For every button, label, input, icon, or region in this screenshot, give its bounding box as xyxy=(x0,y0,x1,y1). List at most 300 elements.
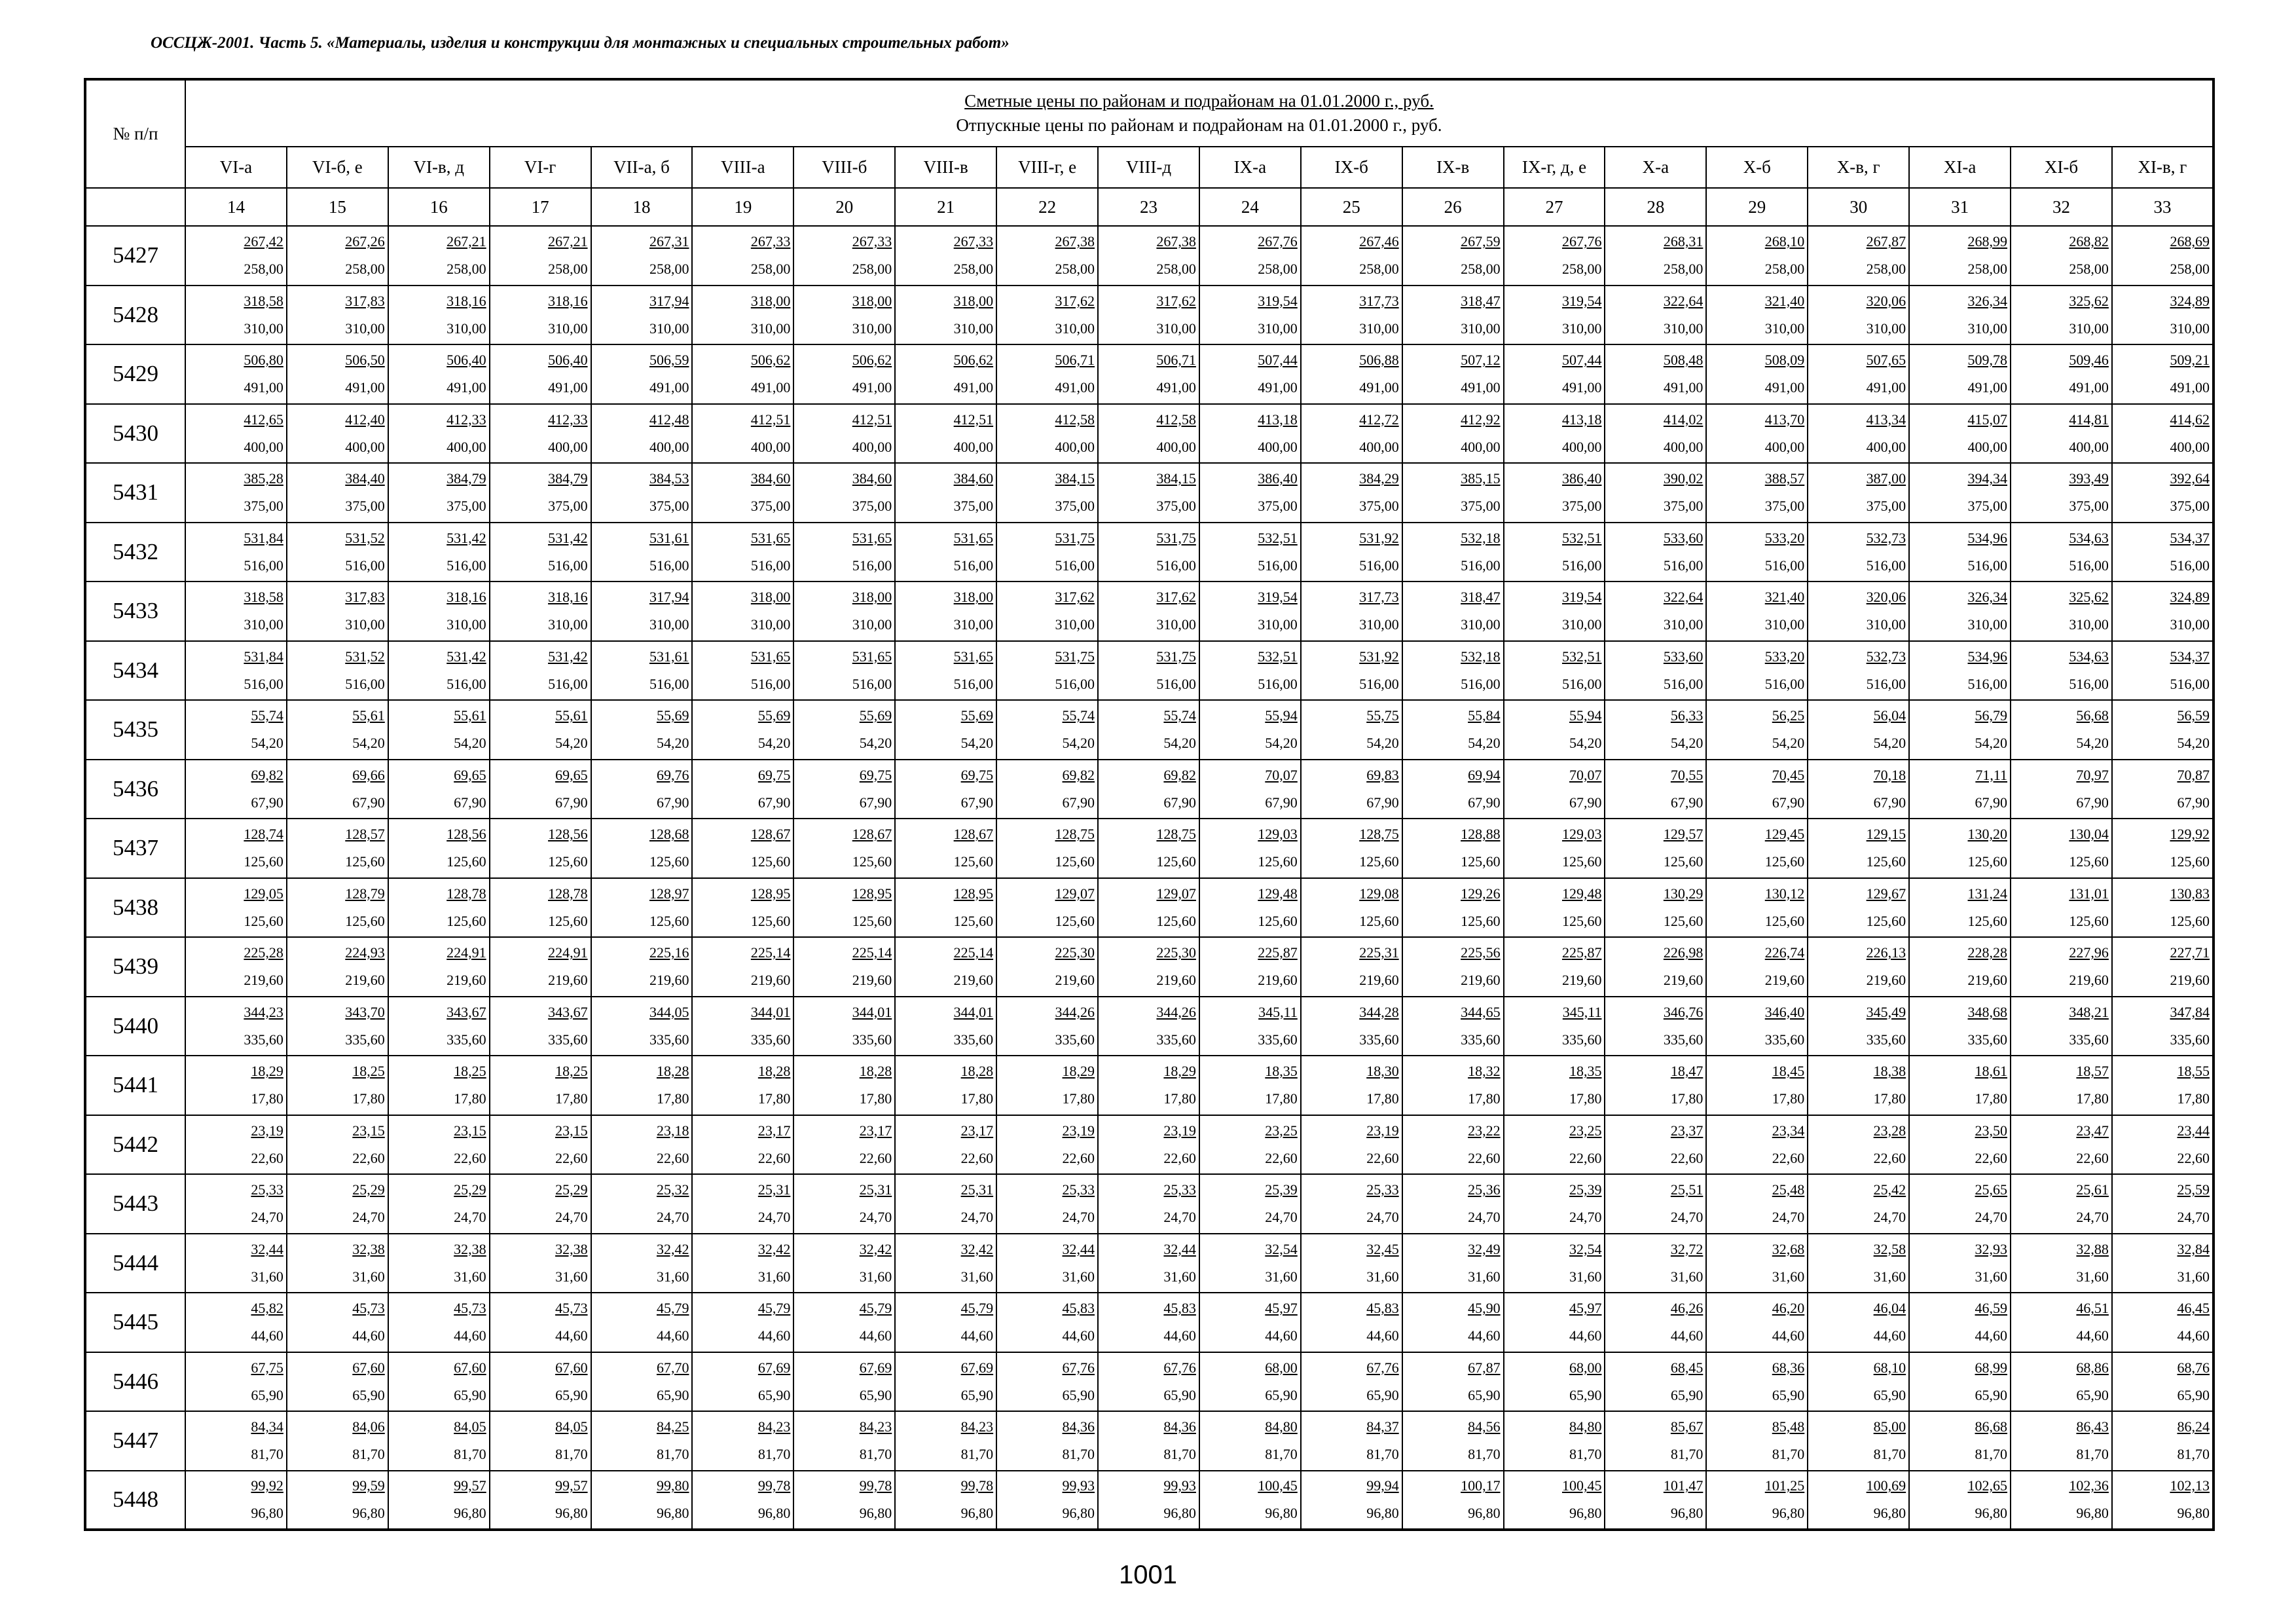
release-price: 310,00 xyxy=(1461,616,1501,633)
estimate-price-wrap xyxy=(1099,1413,1199,1441)
estimate-price: 102,13 xyxy=(2170,1477,2210,1494)
price-cell xyxy=(996,700,1098,760)
estimate-price: 18,35 xyxy=(1265,1063,1298,1080)
release-price: 400,00 xyxy=(2170,438,2210,455)
price-cell xyxy=(895,700,996,760)
release-price: 22,60 xyxy=(251,1149,283,1166)
release-price: 96,80 xyxy=(1772,1505,1805,1522)
estimate-price-wrap xyxy=(1403,287,1503,315)
release-price: 125,60 xyxy=(1663,853,1704,870)
estimate-price: 85,48 xyxy=(1772,1418,1805,1435)
price-cell xyxy=(895,1056,996,1115)
release-price: 219,60 xyxy=(548,972,588,989)
estimate-price: 267,21 xyxy=(548,233,588,250)
release-price: 310,00 xyxy=(1967,320,2008,337)
release-price: 310,00 xyxy=(1663,320,1704,337)
district-header: X-в, г xyxy=(1808,147,1909,188)
price-cell xyxy=(1605,404,1706,464)
release-price: 125,60 xyxy=(1663,912,1704,929)
release-price: 22,60 xyxy=(1772,1149,1805,1166)
estimate-price: 413,34 xyxy=(1866,411,1906,428)
estimate-price: 25,39 xyxy=(1265,1181,1298,1198)
release-price: 516,00 xyxy=(345,557,385,574)
price-cell xyxy=(692,700,793,760)
release-price: 96,80 xyxy=(1062,1505,1095,1522)
release-price: 125,60 xyxy=(244,912,283,929)
estimate-price-wrap xyxy=(1808,1295,1908,1322)
column-number: 16 xyxy=(388,188,490,226)
release-price: 400,00 xyxy=(1764,438,1805,455)
release-price: 65,90 xyxy=(1366,1386,1399,1403)
price-cell xyxy=(1504,700,1605,760)
release-price: 335,60 xyxy=(1055,1031,1095,1048)
release-price: 67,90 xyxy=(757,794,791,811)
price-cell xyxy=(287,404,388,464)
estimate-price-wrap xyxy=(1910,406,2010,434)
estimate-price-wrap xyxy=(2113,1058,2212,1085)
estimate-price-wrap xyxy=(896,1058,996,1085)
estimate-price-wrap xyxy=(1504,1295,1605,1322)
estimate-price: 68,00 xyxy=(1569,1359,1602,1376)
price-cell xyxy=(2011,1293,2112,1352)
estimate-price: 228,28 xyxy=(1967,944,2008,961)
estimate-price: 531,52 xyxy=(345,529,385,546)
estimate-price: 531,75 xyxy=(1055,529,1095,546)
price-cell xyxy=(895,404,996,464)
price-cell xyxy=(1808,1234,1909,1293)
estimate-price: 18,35 xyxy=(1569,1063,1602,1080)
estimate-price: 69,66 xyxy=(352,766,385,783)
price-cell xyxy=(388,878,490,938)
price-cell xyxy=(1808,226,1909,286)
estimate-price: 128,67 xyxy=(852,826,892,843)
estimate-price: 45,83 xyxy=(1062,1300,1095,1317)
release-price: 54,20 xyxy=(1163,735,1196,752)
price-cell xyxy=(793,819,895,878)
price-cell xyxy=(1301,1056,1402,1115)
release-price: 17,80 xyxy=(1366,1090,1399,1107)
release-price: 125,60 xyxy=(548,912,588,929)
estimate-price: 101,47 xyxy=(1663,1477,1704,1494)
estimate-price: 506,80 xyxy=(244,352,283,369)
estimate-price: 320,06 xyxy=(1866,589,1906,606)
estimate-price-wrap xyxy=(287,1472,388,1500)
estimate-price-wrap xyxy=(997,1117,1097,1145)
estimate-price: 506,40 xyxy=(446,352,486,369)
estimate-price: 68,76 xyxy=(2177,1359,2210,1376)
release-price: 17,80 xyxy=(251,1090,283,1107)
price-cell xyxy=(591,1234,693,1293)
estimate-price: 267,26 xyxy=(345,233,385,250)
release-price: 125,60 xyxy=(1258,853,1298,870)
price-cell xyxy=(692,937,793,997)
release-price: 54,20 xyxy=(555,735,588,752)
estimate-price-wrap xyxy=(1302,465,1402,492)
price-cell xyxy=(1199,1115,1301,1175)
release-price: 491,00 xyxy=(2069,379,2109,396)
estimate-price-wrap xyxy=(287,1117,388,1145)
estimate-price: 507,65 xyxy=(1866,352,1906,369)
estimate-price: 99,92 xyxy=(251,1477,283,1494)
release-price: 67,90 xyxy=(1265,794,1298,811)
estimate-price: 84,34 xyxy=(251,1418,283,1435)
estimate-price: 532,51 xyxy=(1258,529,1298,546)
estimate-price-wrap xyxy=(1605,702,1705,729)
estimate-price: 320,06 xyxy=(1866,292,1906,309)
price-cell xyxy=(1504,1234,1605,1293)
estimate-price-wrap xyxy=(1200,762,1300,789)
price-cell xyxy=(1098,878,1199,938)
estimate-price: 390,02 xyxy=(1663,470,1704,487)
estimate-price: 46,51 xyxy=(2076,1300,2109,1317)
price-cell xyxy=(2011,937,2112,997)
table-row xyxy=(85,286,2214,345)
release-price: 31,60 xyxy=(859,1268,892,1285)
price-cell xyxy=(287,1115,388,1175)
estimate-price-wrap xyxy=(389,1413,489,1441)
estimate-price-wrap xyxy=(1200,999,1300,1026)
estimate-price-wrap xyxy=(592,999,692,1026)
price-cell xyxy=(1808,1471,1909,1530)
price-cell xyxy=(1301,344,1402,404)
estimate-price: 84,05 xyxy=(454,1418,486,1435)
estimate-price: 23,50 xyxy=(1975,1122,2008,1139)
estimate-price-wrap xyxy=(693,1176,793,1204)
price-cell xyxy=(1301,1115,1402,1175)
estimate-price-wrap xyxy=(287,1354,388,1382)
price-cell xyxy=(185,1293,287,1352)
estimate-price: 532,51 xyxy=(1258,648,1298,665)
release-price: 310,00 xyxy=(1461,320,1501,337)
estimate-price-wrap xyxy=(1808,1472,1908,1500)
release-price: 81,70 xyxy=(1163,1446,1196,1463)
estimate-price-wrap xyxy=(1302,1295,1402,1322)
estimate-price: 56,59 xyxy=(2177,707,2210,724)
price-cell xyxy=(1301,226,1402,286)
release-price: 125,60 xyxy=(1967,912,2008,929)
price-cell xyxy=(490,226,591,286)
estimate-price: 86,43 xyxy=(2076,1418,2109,1435)
estimate-price: 32,88 xyxy=(2076,1240,2109,1257)
release-price: 516,00 xyxy=(1359,675,1399,692)
estimate-price-wrap xyxy=(1302,821,1402,848)
release-price: 22,60 xyxy=(757,1149,791,1166)
release-price: 17,80 xyxy=(1569,1090,1602,1107)
release-price: 54,20 xyxy=(757,735,791,752)
price-cell xyxy=(287,700,388,760)
price-cell xyxy=(1098,1174,1199,1234)
price-cell xyxy=(1301,1471,1402,1530)
release-price: 400,00 xyxy=(1156,438,1196,455)
price-cell xyxy=(2011,286,2112,345)
price-cell xyxy=(2011,1115,2112,1175)
estimate-price-wrap xyxy=(896,702,996,729)
price-cell xyxy=(185,463,287,523)
estimate-price: 45,83 xyxy=(1366,1300,1399,1317)
price-cell xyxy=(1098,581,1199,641)
estimate-price-wrap xyxy=(693,465,793,492)
price-cell xyxy=(1909,1411,2011,1471)
release-price: 67,90 xyxy=(1062,794,1095,811)
estimate-price: 69,75 xyxy=(859,766,892,783)
estimate-price-wrap xyxy=(1707,1472,1807,1500)
release-price: 310,00 xyxy=(2170,616,2210,633)
price-cell xyxy=(388,404,490,464)
estimate-price: 56,04 xyxy=(1873,707,1906,724)
price-cell xyxy=(591,819,693,878)
price-cell xyxy=(185,1056,287,1115)
estimate-price-wrap xyxy=(1403,406,1503,434)
estimate-price: 345,11 xyxy=(1562,1003,1602,1020)
estimate-price-wrap xyxy=(2113,999,2212,1026)
estimate-price: 412,58 xyxy=(1156,411,1196,428)
estimate-price-wrap xyxy=(896,880,996,908)
release-price-caption: Отпускные цены по районам и подрайонам на 01.01.2000 г., руб. xyxy=(956,115,1442,135)
release-price: 67,90 xyxy=(1366,794,1399,811)
estimate-price: 224,91 xyxy=(548,944,588,961)
release-price: 310,00 xyxy=(244,616,283,633)
price-cell xyxy=(895,1352,996,1412)
price-cell xyxy=(1098,404,1199,464)
release-price: 24,70 xyxy=(2076,1209,2109,1226)
estimate-price: 386,40 xyxy=(1561,470,1602,487)
column-number: 27 xyxy=(1504,188,1605,226)
release-price: 516,00 xyxy=(1764,675,1805,692)
price-cell xyxy=(1402,760,1504,819)
price-cell xyxy=(1706,581,1808,641)
estimate-price-wrap xyxy=(997,1413,1097,1441)
estimate-price-wrap xyxy=(794,1117,894,1145)
estimate-price: 25,33 xyxy=(1062,1181,1095,1198)
estimate-price-wrap xyxy=(1707,1295,1807,1322)
estimate-price-wrap xyxy=(997,702,1097,729)
estimate-price-wrap xyxy=(1403,1354,1503,1382)
estimate-price-wrap xyxy=(389,406,489,434)
estimate-price-wrap xyxy=(1605,1058,1705,1085)
estimate-price-wrap xyxy=(693,1058,793,1085)
estimate-price-wrap xyxy=(592,702,692,729)
estimate-price-wrap xyxy=(1099,1295,1199,1322)
release-price: 24,70 xyxy=(1163,1209,1196,1226)
estimate-price-wrap xyxy=(693,583,793,611)
estimate-price: 55,69 xyxy=(960,707,994,724)
estimate-price-wrap xyxy=(693,346,793,374)
release-price: 81,70 xyxy=(2076,1446,2109,1463)
column-number: 31 xyxy=(1909,188,2011,226)
estimate-price: 23,37 xyxy=(1670,1122,1704,1139)
price-cell xyxy=(1706,700,1808,760)
release-price: 335,60 xyxy=(1156,1031,1196,1048)
estimate-price: 268,10 xyxy=(1764,233,1805,250)
release-price: 81,70 xyxy=(1670,1446,1704,1463)
estimate-price-wrap xyxy=(794,880,894,908)
release-price: 491,00 xyxy=(548,379,588,396)
release-price: 96,80 xyxy=(960,1505,994,1522)
release-price: 219,60 xyxy=(1156,972,1196,989)
estimate-price: 25,65 xyxy=(1975,1181,2008,1198)
table-row xyxy=(85,581,2214,641)
column-number: 21 xyxy=(895,188,996,226)
estimate-price: 23,28 xyxy=(1873,1122,1906,1139)
estimate-price: 225,56 xyxy=(1461,944,1501,961)
price-cell xyxy=(1301,641,1402,701)
release-price: 335,60 xyxy=(1967,1031,2008,1048)
price-cell xyxy=(490,523,591,582)
table-row xyxy=(85,878,2214,938)
release-price: 400,00 xyxy=(1359,438,1399,455)
price-cell xyxy=(2011,1056,2112,1115)
price-cell xyxy=(287,997,388,1056)
estimate-price-wrap xyxy=(1099,228,1199,255)
estimate-price: 531,61 xyxy=(649,648,689,665)
estimate-price-wrap xyxy=(287,880,388,908)
estimate-price: 322,64 xyxy=(1663,292,1704,309)
release-price: 81,70 xyxy=(757,1446,791,1463)
estimate-price: 385,15 xyxy=(1461,470,1501,487)
price-cell xyxy=(1504,1174,1605,1234)
release-price: 491,00 xyxy=(1461,379,1501,396)
estimate-price: 531,52 xyxy=(345,648,385,665)
estimate-price-wrap xyxy=(693,762,793,789)
estimate-price-wrap xyxy=(186,1472,286,1500)
estimate-price: 23,25 xyxy=(1265,1122,1298,1139)
release-price: 219,60 xyxy=(1359,972,1399,989)
estimate-price: 45,73 xyxy=(454,1300,486,1317)
estimate-price-wrap xyxy=(1200,465,1300,492)
estimate-price-wrap xyxy=(1200,346,1300,374)
estimate-price-wrap xyxy=(389,228,489,255)
estimate-price: 384,60 xyxy=(852,470,892,487)
estimate-price: 68,45 xyxy=(1670,1359,1704,1376)
estimate-price-wrap xyxy=(997,583,1097,611)
estimate-price-wrap xyxy=(896,821,996,848)
estimate-price: 531,84 xyxy=(244,648,283,665)
price-cell xyxy=(1301,581,1402,641)
estimate-price: 18,28 xyxy=(859,1063,892,1080)
estimate-price-wrap xyxy=(1707,1117,1807,1145)
estimate-price-wrap xyxy=(1504,287,1605,315)
release-price: 44,60 xyxy=(1468,1327,1501,1344)
price-cell xyxy=(1504,1056,1605,1115)
price-cell xyxy=(1504,226,1605,286)
price-cell xyxy=(2112,1115,2214,1175)
price-cell xyxy=(490,878,591,938)
release-price: 310,00 xyxy=(1967,616,2008,633)
estimate-price-wrap xyxy=(1808,999,1908,1026)
estimate-price-wrap xyxy=(997,999,1097,1026)
estimate-price-wrap xyxy=(287,1176,388,1204)
price-cell xyxy=(591,286,693,345)
release-price: 125,60 xyxy=(548,853,588,870)
column-number: 30 xyxy=(1808,188,1909,226)
release-price: 375,00 xyxy=(1258,498,1298,515)
price-cell xyxy=(793,1056,895,1115)
table-row xyxy=(85,1293,2214,1352)
estimate-price: 55,74 xyxy=(1163,707,1196,724)
price-cell xyxy=(1199,760,1301,819)
estimate-price: 69,75 xyxy=(960,766,994,783)
release-price: 219,60 xyxy=(1461,972,1501,989)
estimate-price-wrap xyxy=(896,1117,996,1145)
release-price: 44,60 xyxy=(1163,1327,1196,1344)
estimate-price: 128,74 xyxy=(244,826,283,843)
estimate-price-wrap xyxy=(186,999,286,1026)
price-cell xyxy=(1098,523,1199,582)
price-cell xyxy=(185,1174,287,1234)
price-cell xyxy=(2112,1471,2214,1530)
estimate-price-wrap xyxy=(2011,999,2111,1026)
price-cell xyxy=(1605,997,1706,1056)
estimate-price: 532,51 xyxy=(1561,529,1602,546)
estimate-price: 18,57 xyxy=(2076,1063,2109,1080)
release-price: 31,60 xyxy=(1873,1268,1906,1285)
price-cell xyxy=(287,819,388,878)
estimate-price-wrap xyxy=(1504,228,1605,255)
estimate-price: 32,44 xyxy=(1062,1240,1095,1257)
release-price: 375,00 xyxy=(1055,498,1095,515)
estimate-price: 531,65 xyxy=(852,648,892,665)
estimate-price-wrap xyxy=(2011,406,2111,434)
estimate-price-wrap xyxy=(1504,1236,1605,1263)
estimate-price-wrap xyxy=(1302,1413,1402,1441)
release-price: 516,00 xyxy=(1055,557,1095,574)
estimate-price: 128,68 xyxy=(649,826,689,843)
release-price: 335,60 xyxy=(649,1031,689,1048)
release-price: 17,80 xyxy=(1265,1090,1298,1107)
row-id: 5439 xyxy=(85,937,185,997)
estimate-price-wrap xyxy=(1403,880,1503,908)
estimate-price: 18,29 xyxy=(1062,1063,1095,1080)
release-price: 125,60 xyxy=(244,853,283,870)
price-cell xyxy=(996,581,1098,641)
estimate-price: 101,25 xyxy=(1764,1477,1805,1494)
price-cell xyxy=(1504,1411,1605,1471)
estimate-price: 324,89 xyxy=(2170,292,2210,309)
price-cell xyxy=(1402,1352,1504,1412)
release-price: 125,60 xyxy=(345,853,385,870)
release-price: 31,60 xyxy=(656,1268,689,1285)
estimate-price: 384,29 xyxy=(1359,470,1399,487)
estimate-price: 130,83 xyxy=(2170,885,2210,902)
district-header: XI-б xyxy=(2011,147,2112,188)
release-price: 516,00 xyxy=(548,675,588,692)
estimate-price-wrap xyxy=(1707,1354,1807,1382)
estimate-price-wrap xyxy=(287,702,388,729)
price-cell xyxy=(1402,523,1504,582)
estimate-price-wrap xyxy=(1910,1117,2010,1145)
estimate-price: 321,40 xyxy=(1764,292,1805,309)
estimate-price: 18,29 xyxy=(251,1063,283,1080)
estimate-price: 70,18 xyxy=(1873,766,1906,783)
estimate-price: 99,59 xyxy=(352,1477,385,1494)
price-cell xyxy=(692,997,793,1056)
release-price: 310,00 xyxy=(1663,616,1704,633)
estimate-price-wrap xyxy=(186,702,286,729)
price-cell xyxy=(1909,226,2011,286)
estimate-price-wrap xyxy=(186,287,286,315)
estimate-price: 32,42 xyxy=(859,1240,892,1257)
estimate-price: 18,45 xyxy=(1772,1063,1805,1080)
price-cell xyxy=(591,641,693,701)
row-id: 5438 xyxy=(85,878,185,938)
release-price: 125,60 xyxy=(1359,853,1399,870)
estimate-price-wrap xyxy=(794,821,894,848)
release-price: 31,60 xyxy=(1163,1268,1196,1285)
price-cell xyxy=(895,1234,996,1293)
price-cell xyxy=(1504,1115,1605,1175)
release-price: 491,00 xyxy=(1156,379,1196,396)
price-cell xyxy=(1504,760,1605,819)
